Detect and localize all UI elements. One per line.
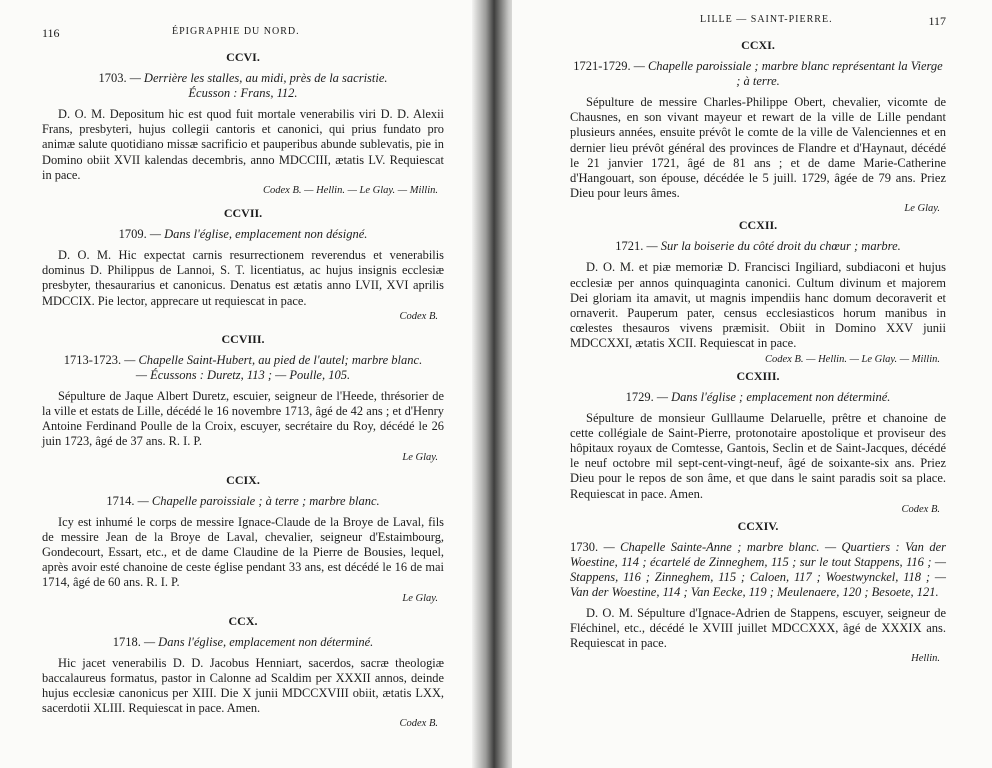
entry-source: Codex B.: [901, 503, 940, 515]
entry-location-text: — Chapelle Saint-Hubert, au pied de l'autel; marbre blanc.: [124, 352, 423, 367]
entry-date: 1729.: [625, 389, 654, 404]
entry-location-text: — Chapelle paroissiale ; marbre blanc représentant la Vierge ; à terre.: [633, 59, 943, 88]
entry-location-text: — Derrière les stalles, au midi, près de la sacristie.: [129, 71, 388, 85]
entry-location: [42, 494, 444, 509]
entry: [42, 206, 444, 322]
left-running-head: [42, 18, 444, 40]
entry-date: 1709.: [118, 227, 147, 242]
entry-location-text: — Dans l'église ; emplacement non déterminé.: [656, 389, 891, 404]
entry-location-extra: — Écussons : Duretz, 113 ; — Poulle, 105.: [135, 367, 351, 382]
entry: [42, 473, 444, 604]
entry: [42, 50, 444, 196]
entry-location: [570, 390, 946, 405]
entry-number: CCXI.: [741, 38, 775, 52]
entry-text: Hic jacet venerabilis D. D. Jacobus Henniart, sacerdos, sacræ theologiæ baccalaureus formatus, pastor in Calonne ad Scaldim per XXXII annos, deinde hujus ecclesiæ canonicus per XIII. Die X junii MDCCXVIII obiit, ætatis LXX, sacerdotii XLIII. Requiescat in pace. Amen.: [42, 655, 444, 716]
left-page-number: 116: [42, 26, 60, 40]
entry-source: Codex B. — Hellin. — Le Glay. — Millin.: [263, 185, 438, 197]
entry-location: [570, 239, 946, 254]
entry-location: [42, 71, 444, 101]
entry-date: 1730.: [570, 539, 599, 554]
entry-date: 1721-1729.: [573, 59, 631, 73]
entry-number: CCIX.: [226, 472, 260, 487]
entry-text: Sépulture de monsieur Gulllaume Delaruelle, prêtre et chanoine de cette collégiale de Saint-Pierre, protonotaire apostolique et proviseur des hôpitaux royaux de Comtesse, Gantois, Seclin et de Saint-Jacques, décédé le neuf octobre mil sept-cent-vingt-neuf, âgé de soixante-six ans. Priez Dieu pour le repos de son âme, et que dans le saint paradis soit sa place. Requiescat in pace. Amen.: [570, 410, 946, 501]
entry-text: Icy est inhumé le corps de messire Ignace-Claude de la Broye de Laval, fils de messire Jean de la Broye de Laval, chevalier, seigneur d'Estaimbourg, Gondecourt, Essart, etc., et de dame Claudine de la Pierre de Bousies, lequel, après avoir esté chanoine de ceste église pendant 33 ans, est décédé le 16 de mai 1714, âgé de 60 ans. R. I. P.: [42, 514, 444, 590]
entry-text: D. O. M. Sépulture d'Ignace-Adrien de Stappens, escuyer, seigneur de Fléchinel, etc., décédé le XVIII juillet MDCCXXX, âgé de XXXIX ans. Requiescat in pace.: [570, 605, 946, 651]
entry-location: [570, 59, 946, 89]
entry-date: 1714.: [106, 493, 135, 508]
entry-number: CCXIII.: [736, 368, 780, 383]
left-running-title: ÉPIGRAPHIE DU NORD.: [172, 26, 300, 37]
entry-location: [42, 635, 444, 650]
entry-location: [42, 227, 444, 242]
right-running-head: [570, 14, 946, 36]
entry-source: Hellin.: [911, 653, 940, 665]
entry-number: CCVIII.: [221, 331, 265, 346]
entry-source: Codex B. — Hellin. — Le Glay. — Millin.: [765, 353, 940, 365]
entry-location: [42, 353, 444, 383]
entry-text: Sépulture de messire Charles-Philippe Obert, chevalier, vicomte de Chausnes, en son vivant mayeur et rewart de la ville de Lille pendant plusieurs années, ensuite prévôt le comte de la ville de Valenciennes et en dernier lieu prévôt général des provinces de Flandre et d'Haynaut, décédé le 21 janvier 1721, âgé de 81 ans ; et de dame Marie-Catherine d'Hangouart, son épouse, décédée le 5 juill. 1729, âgée de 79 ans. Priez Dieu pour leurs âmes.: [570, 95, 946, 201]
entry: [42, 614, 444, 730]
left-page: [0, 0, 478, 768]
entry-text: D. O. M. Depositum hic est quod fuit mortale venerabilis viri D. D. Alexii Frans, presbyteri, hujus collegii cantoris et canonici, qui prius fundato pro animæ salute quotidiano missæ sacrificio et pauperibus abunde sublevatis, pie in Domino obiit XVII kalendas decembris, anno MDCCIII, ætatis LV. Requiescat in pace.: [42, 107, 444, 182]
entry-date: 1703.: [98, 71, 127, 85]
entry-text: Sépulture de Jaque Albert Duretz, escuier, seigneur de l'Heede, thrésorier de la ville et estats de Lille, décédé le 16 novembre 1713, âgé de 42 ans ; et d'Henry Antoine Ferdinand Poulle de la Croix, escuyer, secrétaire du Roy, décédé le 26 juin 1723, âgé de 37 ans. R. I. P.: [42, 388, 444, 449]
entry-source: Codex B.: [399, 310, 438, 322]
entry-text: D. O. M. Hic expectat carnis resurrectionem reverendus et venerabilis dominus D. Philippus de Lannoi, S. T. licentiatus, ac hujus insignis ecclesiæ presbyter, thesaurarius et canonicus. Denatus est ætatis anno LVII, XVI aprilis MDCCIX. Pie lector, apprecare ut requiescat in pace.: [42, 248, 444, 308]
entry-number: CCVII.: [223, 206, 263, 221]
entry-date: 1721.: [615, 239, 644, 254]
entry: [42, 332, 444, 463]
entry-number: CCXII.: [738, 218, 778, 233]
entry-location-text: — Dans l'église, emplacement non déterminé.: [143, 634, 374, 649]
entry-location-text: — Chapelle paroissiale ; à terre ; marbre blanc.: [137, 493, 380, 508]
right-running-title: LILLE — SAINT-PIERRE.: [700, 14, 833, 25]
entry-text: D. O. M. et piæ memoriæ D. Francisci Ingiliard, subdiaconi et hujus ecclesiæ per annos quinquaginta canonici. Cultum divinum et majorem Dei gloriam ita amavit, ut magnis impendiis hanc domum decoraverit et ornaverit. Pauperum pater, census ecclesiasticos horum manibus in cœlestes thesauros vivens præmisit. Obiit in Domino XXV junii MDCCXXI, ætatis XCII. Requiescat in pace.: [570, 260, 946, 351]
entry: [570, 369, 946, 515]
entry-source: Le Glay.: [402, 451, 438, 463]
entry-date: 1713-1723.: [63, 352, 122, 367]
entry-date: 1718.: [112, 634, 141, 649]
right-page: [512, 0, 992, 768]
entry-location-text: — Dans l'église, emplacement non désigné.: [149, 227, 368, 242]
right-page-number: 117: [928, 14, 946, 28]
entry-number: CCX.: [228, 613, 258, 628]
entry: [570, 38, 946, 214]
entry-number: CCVI.: [226, 50, 260, 64]
entry-source: Le Glay.: [402, 592, 438, 604]
entry-location-text: — Chapelle Sainte-Anne ; marbre blanc. — Quartiers : Van der Woestine, 114 ; écartelé de Zinneghem, 115 ; sur le tout Stappens, 116 ; — Stappens, 116 ; Zinneghem, 115 ; Caloen, 117 ; Woestwynckel, 118 ; — Van der Woestine, 114 ; Van Eecke, 119 ; Meulenaere, 120 ; Besoete, 121.: [570, 539, 947, 599]
entry: [570, 218, 946, 364]
entry: [570, 519, 946, 665]
entry-source: Codex B.: [399, 718, 438, 730]
entry-location-extra: Écusson : Frans, 112.: [188, 86, 298, 100]
entry-number: CCXIV.: [737, 518, 779, 533]
entry-location-text: — Sur la boiserie du côté droit du chœur ; marbre.: [646, 239, 901, 254]
entry-source: Le Glay.: [904, 203, 940, 215]
entry-location: [570, 540, 946, 600]
